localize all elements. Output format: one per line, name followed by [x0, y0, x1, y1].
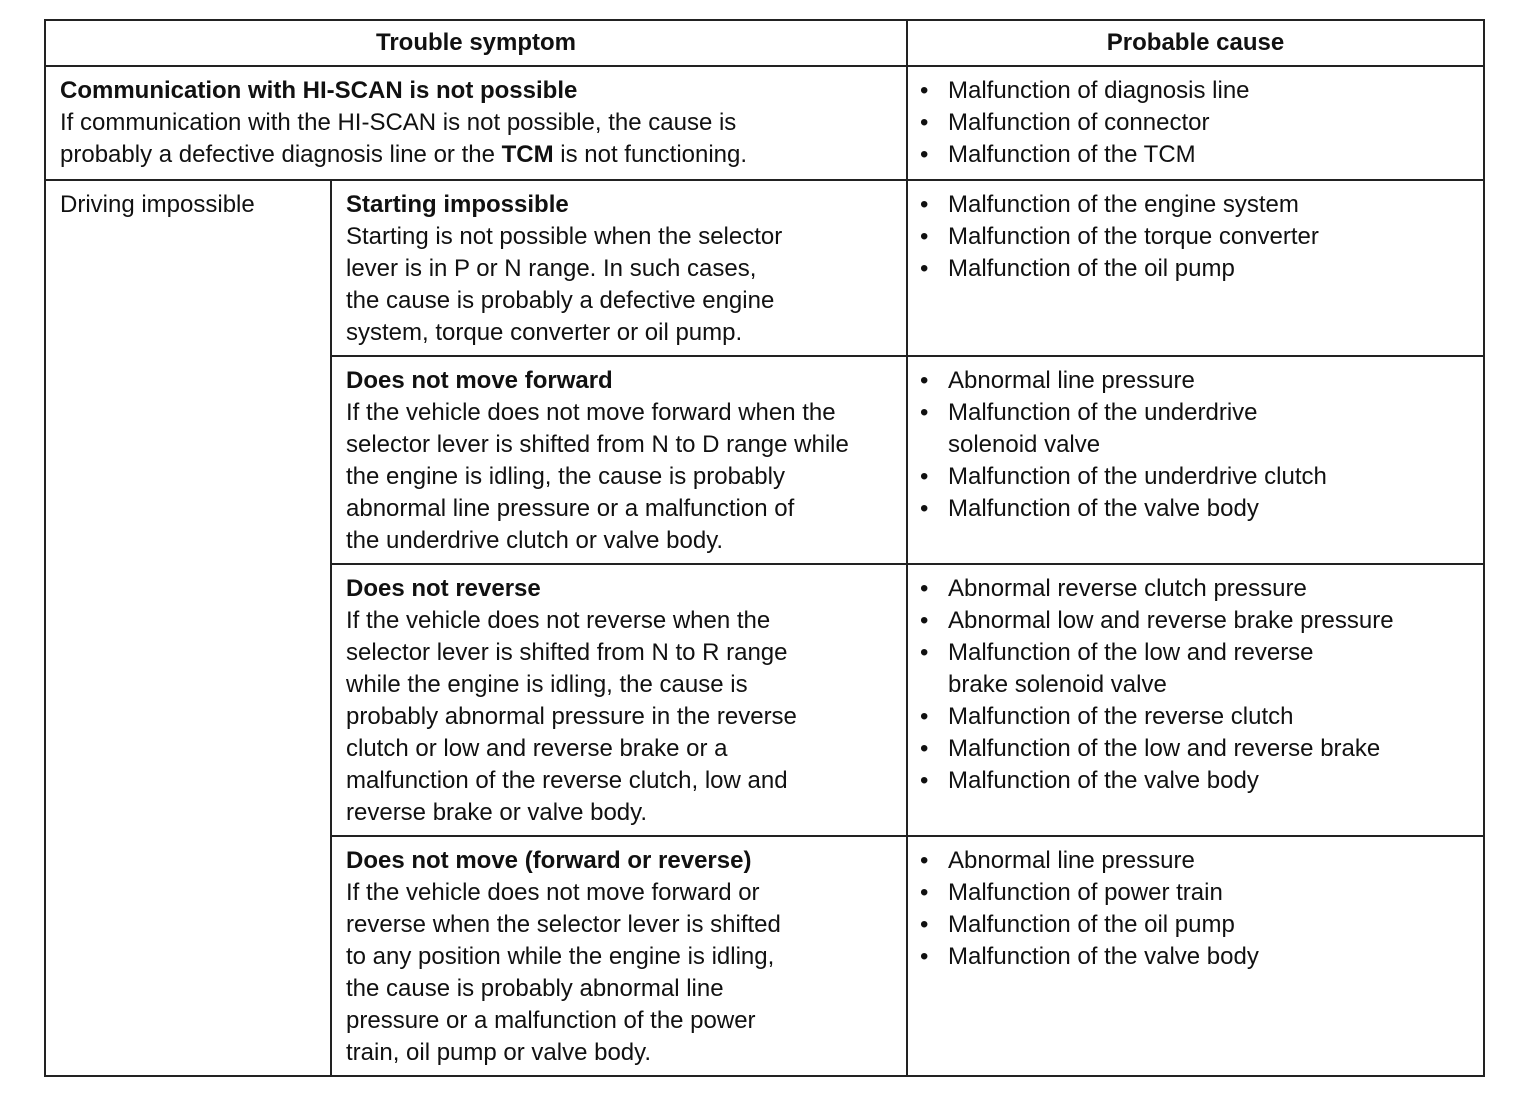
symptom-desc-line: reverse brake or valve body. [346, 799, 648, 826]
category-label: Driving impossible [60, 191, 255, 218]
symptom-cell-communication [45, 66, 907, 180]
symptom-desc-line: probably abnormal pressure in the reverse [346, 703, 797, 730]
symptom-title: Does not move forward [346, 367, 613, 394]
header-probable-cause: Probable cause [907, 20, 1484, 66]
cause-item: • Malfunction of connector [948, 107, 1477, 139]
cause-cell [907, 564, 1484, 836]
cause-item: • Malfunction of the oil pump [948, 909, 1477, 941]
cause-cell [907, 180, 1484, 356]
header-row [45, 20, 1484, 66]
symptom-desc-line: while the engine is idling, the cause is [346, 671, 748, 698]
row-communication [45, 66, 1484, 180]
symptom-cell [331, 180, 907, 356]
symptom-desc-line: the cause is probably a defective engine [346, 287, 775, 314]
symptom-desc-line: reverse when the selector lever is shifted [346, 911, 781, 938]
cause-cell [907, 356, 1484, 564]
symptom-desc-line: the cause is probably abnormal line [346, 975, 724, 1002]
symptom-desc-line: the underdrive clutch or valve body. [346, 527, 724, 554]
symptom-desc-line: to any position while the engine is idling, [346, 943, 775, 970]
symptom-desc-line: If communication with the HI-SCAN is not possible, the cause is [60, 109, 737, 136]
cause-item: • Malfunction of the low and reverse brake solenoid valve [948, 637, 1477, 701]
symptom-desc-line: selector lever is shifted from N to R range [346, 639, 788, 666]
cause-item: • Abnormal line pressure [948, 845, 1477, 877]
symptom-desc-line: system, torque converter or oil pump. [346, 319, 743, 346]
cause-item: • Malfunction of the valve body [948, 941, 1477, 973]
symptom-title: Does not reverse [346, 575, 541, 602]
symptom-cell [331, 836, 907, 1076]
symptom-desc-line: probably a defective diagnosis line or the TCM is not functioning. [60, 141, 748, 168]
symptom-desc-line: If the vehicle does not move forward when the [346, 399, 836, 426]
cause-item: • Malfunction of the underdrive clutch [948, 461, 1477, 493]
cause-cell-communication [907, 66, 1484, 180]
cause-item: • Malfunction of the engine system [948, 189, 1477, 221]
symptom-desc-line: selector lever is shifted from N to D range while [346, 431, 849, 458]
symptom-title: Does not move (forward or reverse) [346, 847, 752, 874]
cause-list [908, 565, 1483, 803]
category-cell-driving-impossible [45, 180, 331, 1076]
symptom-desc-line: malfunction of the reverse clutch, low and [346, 767, 788, 794]
symptom-desc-line: abnormal line pressure or a malfunction of [346, 495, 795, 522]
symptom-desc-line: the engine is idling, the cause is probably [346, 463, 785, 490]
tcm-term: TCM [501, 141, 554, 168]
cause-cell [907, 836, 1484, 1076]
symptom-desc-line: If the vehicle does not reverse when the [346, 607, 771, 634]
symptom-desc-line: pressure or a malfunction of the power [346, 1007, 756, 1034]
cause-item: • Malfunction of power train [948, 877, 1477, 909]
symptom-desc-line: If the vehicle does not move forward or [346, 879, 760, 906]
symptom-title: Starting impossible [346, 191, 569, 218]
cause-item: • Malfunction of the underdrive solenoid valve [948, 397, 1477, 461]
symptom-cell [331, 564, 907, 836]
cause-item: • Malfunction of the reverse clutch [948, 701, 1477, 733]
symptom-desc-line: lever is in P or N range. In such cases, [346, 255, 757, 282]
symptom-desc-line: clutch or low and reverse brake or a [346, 735, 728, 762]
cause-item: • Abnormal reverse clutch pressure [948, 573, 1477, 605]
cause-item: • Malfunction of diagnosis line [948, 75, 1477, 107]
cause-list [908, 67, 1483, 177]
cause-item: • Abnormal low and reverse brake pressure [948, 605, 1477, 637]
cause-item: • Malfunction of the TCM [948, 139, 1477, 171]
row-starting-impossible [45, 180, 1484, 356]
cause-list [908, 357, 1483, 531]
cause-list [908, 837, 1483, 979]
cause-item: • Malfunction of the oil pump [948, 253, 1477, 285]
trouble-symptom-table [44, 19, 1485, 1077]
cause-list [908, 181, 1483, 291]
symptom-desc-line: train, oil pump or valve body. [346, 1039, 652, 1066]
cause-item: • Malfunction of the valve body [948, 493, 1477, 525]
header-trouble-symptom: Trouble symptom [45, 20, 907, 66]
cause-item: • Malfunction of the low and reverse brake [948, 733, 1477, 765]
symptom-desc-line: Starting is not possible when the selector [346, 223, 783, 250]
symptom-title-communication: Communication with HI-SCAN is not possible [60, 77, 578, 104]
symptom-cell [331, 356, 907, 564]
cause-item: • Abnormal line pressure [948, 365, 1477, 397]
cause-item: • Malfunction of the valve body [948, 765, 1477, 797]
cause-item: • Malfunction of the torque converter [948, 221, 1477, 253]
